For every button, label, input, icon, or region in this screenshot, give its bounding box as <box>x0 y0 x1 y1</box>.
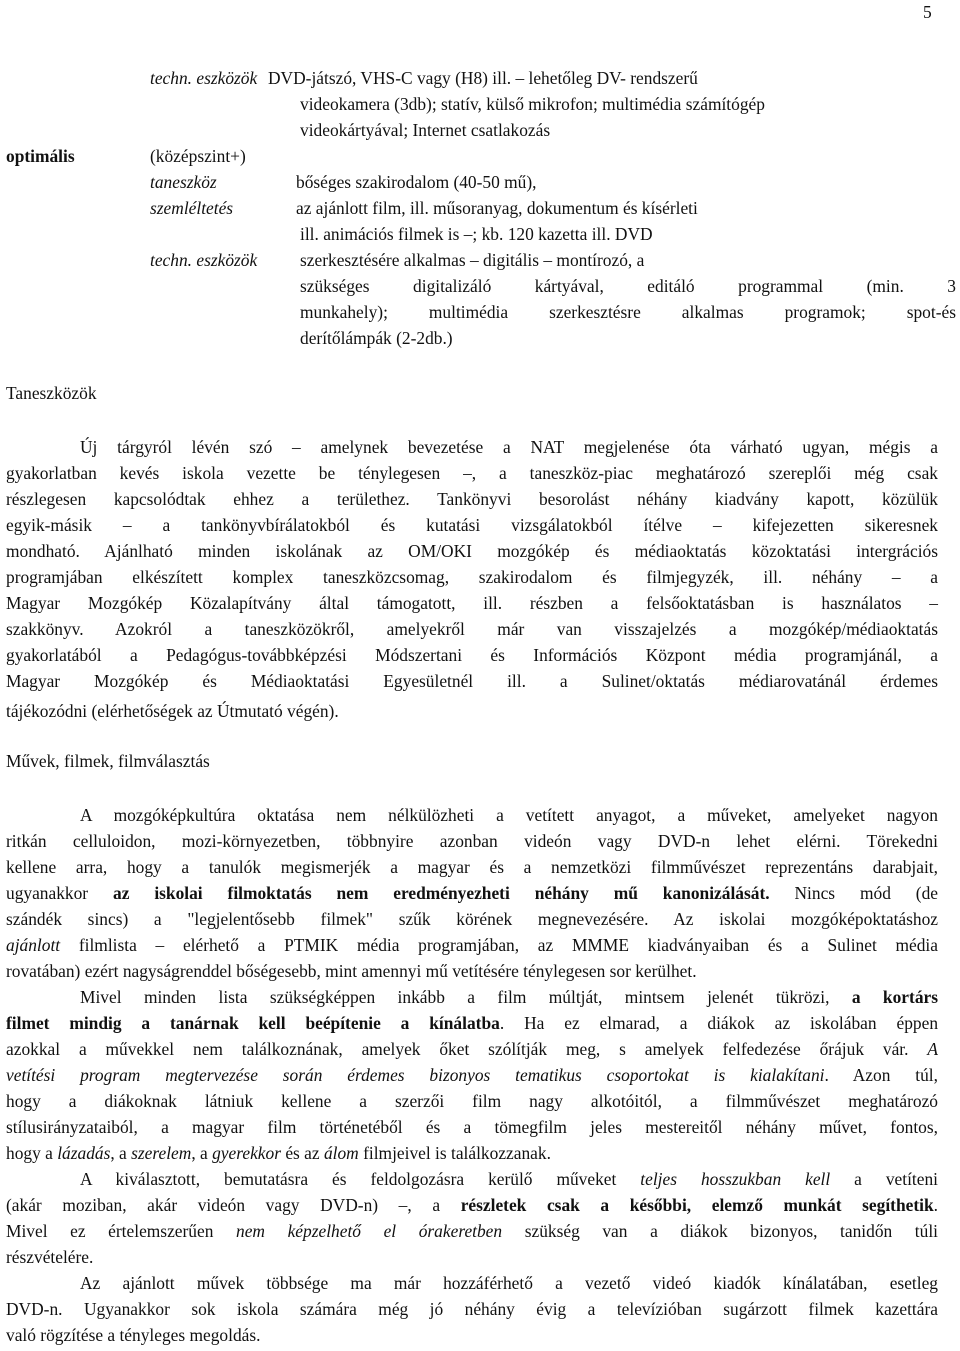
paragraph-line: ritkán celluloidon, mozi-környezetben, többnyire azonban videón vagy DVD-n lehet elérni. Törekedni <box>6 831 938 851</box>
text-run: A kiválasztott, bemutatásra és feldolgozásra kerülő műveket <box>80 1169 641 1189</box>
emphasis-italic: A <box>927 1039 938 1059</box>
paragraph-line: stílusirányzataiból, a magyar film történetéből és a tömegfilm jeles mestereitől néhány művet, fontos, <box>6 1117 938 1137</box>
paragraph-line: szakkönyv. Azokról a taneszközökről, amelyekről már van visszajelzés a mozgókép/médiaoktatás <box>6 619 938 639</box>
paragraph-line: gyakorlatából a Pedagógus-továbbképzési Módszertani és Információs Központ média programjánál, a <box>6 645 938 665</box>
table-text-row-1: DVD-játszó, VHS-C vagy (H8) ill. – lehetőleg DV- rendszerű <box>268 68 698 88</box>
paragraph-line: Új tárgyról lévén szó – amelynek bevezetése a NAT megjelenése óta várható ugyan, mégis a <box>80 437 938 457</box>
paragraph-line: tájékozódni (elérhetőségek az Útmutató végén). <box>6 701 339 721</box>
emphasis-italic: lázadás <box>57 1143 111 1163</box>
paragraph-line: szándék sincs) a "legjelentősebb filmek" szűk körének megnevezésére. Az iskolai mozgóképoktatáshoz <box>6 909 938 929</box>
emphasis-italic: vetítési program megtervezése során érdemes bizonyos tematikus csoportokat is kialakítani <box>6 1065 825 1085</box>
table-text-row-2: videokamera (3db); statív, külső mikrofon; multimédia számítógép <box>300 94 765 114</box>
text-run: . Azon túl, <box>824 1065 938 1085</box>
text-run: (akár moziban, akár videón vagy DVD-n) –, a <box>6 1195 461 1215</box>
paragraph-line: való rögzítése a tényleges megoldás. <box>6 1325 261 1345</box>
text-run: és az <box>280 1143 324 1163</box>
emphasis-italic: gyerekkor <box>212 1143 281 1163</box>
paragraph-line <box>6 1010 938 1036</box>
text-run: , a <box>191 1143 213 1163</box>
emphasis-italic: ajánlott <box>6 935 61 955</box>
text-run: filmlista – elérhető a PTMIK média programjában, az MMME kiadványaiban és a Sulinet média <box>60 935 938 955</box>
paragraph-line <box>6 1192 938 1218</box>
table-text-row-10: munkahely); multimédia szerkesztésre alkalmas programok; spot-és <box>300 302 956 322</box>
emphasis-italic: szerelem <box>131 1143 192 1163</box>
paragraph-line: Az ajánlott művek többsége ma már hozzáférhető a vezető videó kiadók kínálatában, esetleg <box>80 1273 938 1293</box>
paragraph-line: gyakorlatban kevés iskola vezette be ténylegesen –, a taneszköz-piac meghatározó szereplői még csak <box>6 463 938 483</box>
table-text-row-5: bőséges szakirodalom (40-50 mű), <box>296 172 537 192</box>
text-run: Nincs mód (de <box>769 883 938 903</box>
text-run: , a <box>110 1143 132 1163</box>
table-label-techn-tools-2: techn. eszközök <box>150 250 258 270</box>
page-number: 5 <box>923 2 932 22</box>
table-label-techn-tools: techn. eszközök <box>150 68 258 88</box>
text-run: Mivel ez értelemszerűen <box>6 1221 237 1241</box>
table-text-row-6: az ajánlott film, ill. műsoranyag, dokumentum és kísérleti <box>296 198 698 218</box>
paragraph-line: programjában elkészített komplex taneszközcsomag, szakirodalom és filmjegyzék, ill. néhány – a <box>6 567 938 587</box>
table-text-row-11: derítőlámpák (2-2db.) <box>300 328 453 348</box>
text-run: ugyanakkor <box>6 883 113 903</box>
emphasis-bold: az iskolai filmoktatás nem eredményezheti néhány mű kanonizálását. <box>113 883 770 903</box>
paragraph-line <box>6 932 938 958</box>
section-heading-teaching-aids: Taneszközök <box>6 383 97 403</box>
table-text-row-9: szükséges digitalizáló kártyával, editáló programmal (min. 3 <box>300 276 956 296</box>
emphasis-italic: nem képzelhető el órakeretben <box>236 1221 503 1241</box>
paragraph-line <box>6 1062 938 1088</box>
table-text-row-3: videokártyával; Internet csatlakozás <box>300 120 551 140</box>
paragraph-line <box>6 880 938 906</box>
paragraph-line: hogy a diákoknak látniuk kellene a szerzői film nagy alkotóitól, a filmművészet meghatározó <box>6 1091 938 1111</box>
table-label-midlevel: (középszint+) <box>150 146 246 166</box>
table-label-teaching-aid: taneszköz <box>150 172 217 192</box>
paragraph-line: részvételére. <box>6 1247 94 1267</box>
paragraph-line <box>6 1140 938 1166</box>
paragraph-line: DVD-n. Ugyanakkor sok iskola számára még jó néhány évig a televízióban sugárzott filmek kazettára <box>6 1299 938 1319</box>
paragraph-line: egyik-másik – a tankönyvbírálatokból és kutatási vizsgálatokból ítélve – kifejezetten sikeresnek <box>6 515 938 535</box>
text-run: hogy a <box>6 1143 58 1163</box>
paragraph-line: Magyar Mozgókép Közalapítvány által támogatott, ill. részben a felsőoktatásban is használatos – <box>6 593 938 613</box>
paragraph-line: részlegesen kapcsolódtak ehhez a területhez. Tankönyvi besorolást néhány kiadvány kapott, közülük <box>6 489 938 509</box>
emphasis-bold: a kortárs <box>851 987 938 1007</box>
text-run: . Ha ez elmarad, a diákok az iskolában éppen <box>499 1013 939 1033</box>
paragraph-line: kellene arra, hogy a tanulók megismerjék a magyar és a nemzetközi filmművészet reprezentáns darabjait, <box>6 857 938 877</box>
table-level-optimal: optimális <box>6 146 75 166</box>
paragraph-line: rovatában) ezért nagyságrenddel bőségesebb, mint amennyi mű vetítésére ténylegesen sor kerülhet. <box>6 961 697 981</box>
text-run: a vetíteni <box>830 1169 939 1189</box>
emphasis-italic: álom <box>323 1143 359 1163</box>
text-run: szükség van a diákok bizonyos, tanidőn túli <box>502 1221 938 1241</box>
emphasis-bold: részletek csak a későbbi, elemző munkát segíthetik <box>460 1195 934 1215</box>
emphasis-bold: filmet mindig a tanárnak kell beépítenie a kínálatba <box>6 1013 500 1033</box>
paragraph-line: mondható. Ajánlható minden iskolának az OM/OKI mozgókép és médiaoktatás közoktatási intergrációs <box>6 541 938 561</box>
table-text-row-8: szerkesztésére alkalmas – digitális – montírozó, a <box>300 250 645 270</box>
paragraph-line <box>6 1036 938 1062</box>
paragraph-line <box>80 984 938 1010</box>
paragraph-line <box>80 1166 938 1192</box>
table-label-demonstration: szemléltetés <box>150 198 234 218</box>
text-run: . <box>933 1195 938 1215</box>
emphasis-italic: teljes hosszukban kell <box>640 1169 831 1189</box>
section-heading-works-films: Művek, filmek, filmválasztás <box>6 751 210 771</box>
paragraph-line <box>6 1218 938 1244</box>
text-run: filmjeivel is találkozzanak. <box>358 1143 551 1163</box>
text-run: Mivel minden lista szükségképpen inkább a film múltját, mintsem jelenét tükrözi, <box>80 987 852 1007</box>
paragraph-line: Magyar Mozgókép és Médiaoktatási Egyesületnél ill. a Sulinet/oktatás médiarovatánál érdemes <box>6 671 938 691</box>
text-run: azokkal a művekkel nem találkoznának, amelyek őket szólítják meg, s amelyek felfedezése őrájuk vár. <box>6 1039 928 1059</box>
paragraph-line: A mozgóképkultúra oktatása nem nélkülözheti a vetített anyagot, a műveket, amelyeket nagyon <box>80 805 938 825</box>
table-text-row-7: ill. animációs filmek is –; kb. 120 kazetta ill. DVD <box>300 224 653 244</box>
